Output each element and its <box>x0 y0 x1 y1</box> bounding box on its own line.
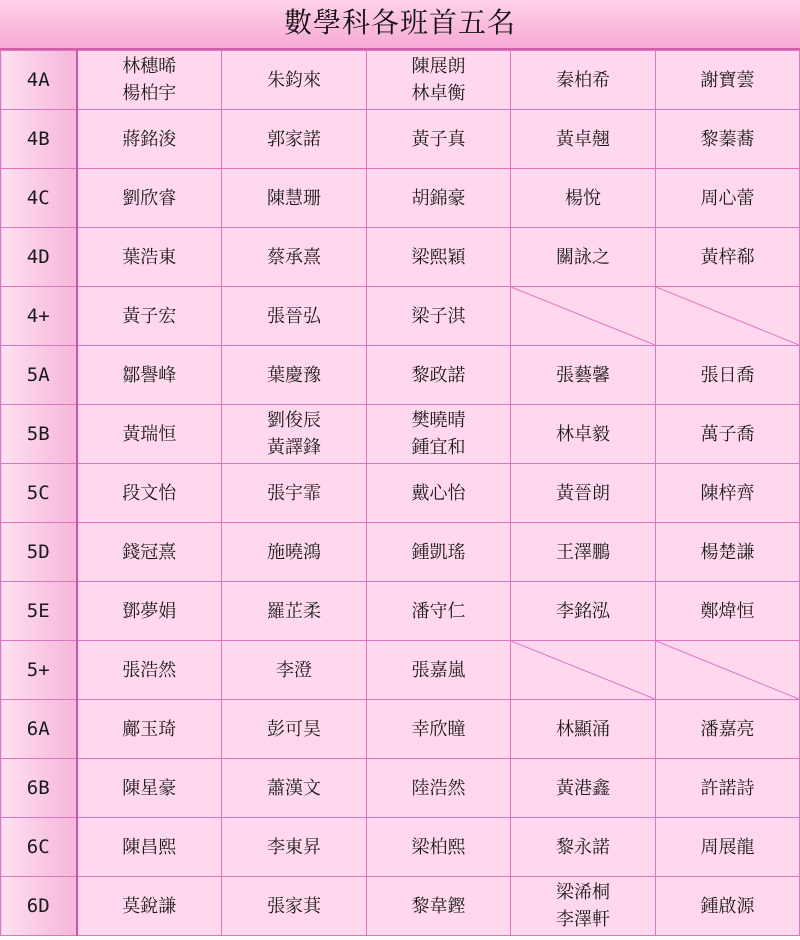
student-name: 潘守仁 <box>411 600 466 622</box>
student-cell <box>77 759 222 818</box>
student-name: 黎政諾 <box>411 364 466 386</box>
student-name: 陸浩然 <box>411 777 466 799</box>
student-name: 李東昇 <box>267 836 321 858</box>
student-cell <box>222 346 367 405</box>
student-cell <box>367 700 511 759</box>
student-name: 林顯涌 <box>556 718 610 740</box>
student-name: 陳梓齊 <box>700 482 755 504</box>
class-label: 5D <box>1 523 77 582</box>
page-title: 數學科各班首五名 <box>0 0 800 50</box>
student-cell <box>511 700 656 759</box>
student-cell <box>367 582 511 641</box>
table-row <box>1 759 800 818</box>
student-cell <box>222 228 367 287</box>
student-name: 張家萁 <box>267 895 321 917</box>
student-name: 梁子淇 <box>411 305 466 327</box>
student-cell <box>222 582 367 641</box>
table-row <box>1 51 800 110</box>
ranking-table <box>0 50 800 936</box>
table-row <box>1 464 800 523</box>
table-row <box>1 582 800 641</box>
student-cell <box>77 464 222 523</box>
student-name: 黎蓁蕎 <box>700 128 755 150</box>
student-cell <box>367 877 511 936</box>
student-name: 梁熙穎 <box>411 246 466 268</box>
student-cell <box>222 523 367 582</box>
student-cell <box>367 641 511 700</box>
student-name: 蔣銘浚 <box>122 128 177 150</box>
student-cell <box>222 464 367 523</box>
student-name: 楊楚謙 <box>700 541 755 563</box>
student-name: 樊曉晴 <box>411 410 466 431</box>
student-cell <box>77 287 222 346</box>
student-name: 張藝馨 <box>556 364 610 386</box>
student-cell <box>77 228 222 287</box>
student-name: 鄺玉琦 <box>122 718 177 740</box>
student-cell <box>656 169 800 228</box>
diagonal-line <box>511 287 655 345</box>
student-name: 劉欣睿 <box>122 187 177 209</box>
student-cell <box>511 523 656 582</box>
class-label: 4+ <box>1 287 77 346</box>
student-name: 謝寶蕓 <box>700 69 755 91</box>
student-name: 陳昌熙 <box>122 836 177 858</box>
student-name: 蔡承熹 <box>267 246 321 268</box>
student-cell <box>77 169 222 228</box>
student-name: 梁柏熙 <box>411 836 466 858</box>
student-cell <box>511 169 656 228</box>
student-cell <box>511 464 656 523</box>
student-cell <box>511 582 656 641</box>
student-name: 張浩然 <box>122 659 177 681</box>
student-name: 鄒譽峰 <box>122 364 177 386</box>
student-name: 林卓毅 <box>556 423 610 445</box>
diagonal-line <box>656 641 799 699</box>
student-name: 黃港鑫 <box>556 777 610 799</box>
student-name: 潘嘉亮 <box>700 718 755 740</box>
student-cell <box>77 877 222 936</box>
student-cell <box>222 641 367 700</box>
student-cell <box>656 818 800 877</box>
table-row <box>1 523 800 582</box>
student-name: 張日喬 <box>700 364 755 386</box>
student-cell <box>656 759 800 818</box>
class-label: 4B <box>1 110 77 169</box>
class-label: 6A <box>1 700 77 759</box>
student-cell <box>222 405 367 464</box>
student-name: 李銘泓 <box>556 600 610 622</box>
table-row <box>1 877 800 936</box>
student-cell <box>511 877 656 936</box>
student-name: 張晉弘 <box>267 305 321 327</box>
student-name: 戴心怡 <box>411 482 466 504</box>
student-cell <box>511 51 656 110</box>
student-name: 陳慧珊 <box>267 187 321 209</box>
class-label: 4A <box>1 51 77 110</box>
student-cell <box>77 641 222 700</box>
class-label: 5A <box>1 346 77 405</box>
student-cell <box>656 700 800 759</box>
class-label: 6D <box>1 877 77 936</box>
student-cell <box>77 346 222 405</box>
student-cell <box>222 818 367 877</box>
class-label: 4D <box>1 228 77 287</box>
class-label: 5+ <box>1 641 77 700</box>
table-row <box>1 700 800 759</box>
student-cell <box>367 51 511 110</box>
student-name: 郭家諾 <box>267 128 321 150</box>
student-cell <box>656 110 800 169</box>
student-name: 葉慶豫 <box>267 364 321 386</box>
student-cell <box>222 169 367 228</box>
student-name: 梁浠桐 <box>556 882 610 903</box>
student-cell <box>222 700 367 759</box>
student-name: 李澄 <box>276 659 312 681</box>
student-cell <box>656 523 800 582</box>
student-name: 林卓衡 <box>411 83 466 104</box>
student-name: 李澤軒 <box>556 909 610 930</box>
student-name: 彭可昊 <box>267 718 321 740</box>
student-cell <box>511 228 656 287</box>
student-name: 黎韋鏗 <box>411 895 466 917</box>
student-name: 鄧夢娟 <box>122 600 177 622</box>
table-row <box>1 228 800 287</box>
student-name: 陳星豪 <box>122 777 177 799</box>
empty-cell <box>656 641 800 700</box>
student-name: 張嘉嵐 <box>411 659 466 681</box>
class-label: 6B <box>1 759 77 818</box>
table-row <box>1 818 800 877</box>
class-label: 4C <box>1 169 77 228</box>
student-cell <box>77 51 222 110</box>
student-cell <box>656 877 800 936</box>
student-name: 幸欣瞳 <box>411 718 466 740</box>
student-cell <box>656 346 800 405</box>
student-name: 施曉鴻 <box>267 541 321 563</box>
student-name: 張宇霏 <box>267 482 321 504</box>
student-cell <box>656 51 800 110</box>
student-name: 黃瑞恒 <box>122 423 177 445</box>
student-name: 鍾啟源 <box>700 895 755 917</box>
student-name: 楊柏宇 <box>122 83 177 104</box>
student-name: 胡錦豪 <box>411 187 466 209</box>
student-name: 劉俊辰 <box>267 410 321 431</box>
student-cell <box>367 169 511 228</box>
student-name: 黃卓翹 <box>556 128 610 150</box>
class-label: 5C <box>1 464 77 523</box>
student-cell <box>77 405 222 464</box>
student-cell <box>511 110 656 169</box>
student-cell <box>222 759 367 818</box>
student-cell <box>77 523 222 582</box>
student-name: 黃譯鋒 <box>267 437 321 458</box>
student-cell <box>656 582 800 641</box>
student-name: 關詠之 <box>556 246 610 268</box>
student-name: 許諾詩 <box>700 777 755 799</box>
student-name: 王澤鵬 <box>556 541 610 563</box>
student-name: 錢冠熹 <box>122 541 177 563</box>
student-cell <box>77 582 222 641</box>
student-cell <box>511 405 656 464</box>
table-row <box>1 287 800 346</box>
table-row <box>1 346 800 405</box>
student-name: 萬子喬 <box>700 423 755 445</box>
student-name: 葉浩東 <box>122 246 177 268</box>
student-name: 黃晉朗 <box>556 482 610 504</box>
student-name: 段文怡 <box>122 482 177 504</box>
student-cell <box>367 110 511 169</box>
class-label: 5E <box>1 582 77 641</box>
student-cell <box>511 818 656 877</box>
student-cell <box>222 287 367 346</box>
class-label: 6C <box>1 818 77 877</box>
student-cell <box>367 759 511 818</box>
student-name: 黃子真 <box>411 128 466 150</box>
student-cell <box>367 818 511 877</box>
diagonal-line <box>511 641 655 699</box>
student-name: 鍾宜和 <box>411 437 466 458</box>
student-cell <box>511 759 656 818</box>
student-name: 莫銳謙 <box>122 895 177 917</box>
student-name: 黎永諾 <box>556 836 610 858</box>
student-name: 黃子宏 <box>122 305 177 327</box>
student-cell <box>77 818 222 877</box>
student-cell <box>367 464 511 523</box>
student-name: 蕭漢文 <box>267 777 321 799</box>
table-row <box>1 110 800 169</box>
student-name: 羅芷柔 <box>267 600 321 622</box>
student-name: 周心蕾 <box>700 187 755 209</box>
student-name: 楊悅 <box>565 187 601 209</box>
student-name: 黃梓郗 <box>700 246 755 268</box>
student-cell <box>367 228 511 287</box>
student-cell <box>511 346 656 405</box>
class-label: 5B <box>1 405 77 464</box>
student-cell <box>222 51 367 110</box>
table-row <box>1 405 800 464</box>
student-cell <box>367 346 511 405</box>
empty-cell <box>511 287 656 346</box>
student-cell <box>367 287 511 346</box>
student-name: 鍾凱瑤 <box>411 541 466 563</box>
student-cell <box>367 405 511 464</box>
student-cell <box>77 700 222 759</box>
student-name: 林穗晞 <box>122 56 177 77</box>
student-cell <box>656 228 800 287</box>
student-cell <box>656 464 800 523</box>
empty-cell <box>656 287 800 346</box>
student-name: 陳展朗 <box>411 56 466 77</box>
diagonal-line <box>656 287 799 345</box>
student-cell <box>77 110 222 169</box>
student-cell <box>656 405 800 464</box>
student-name: 鄭煒恒 <box>700 600 755 622</box>
student-name: 周展龍 <box>700 836 755 858</box>
student-cell <box>367 523 511 582</box>
table-row <box>1 169 800 228</box>
table-row <box>1 641 800 700</box>
empty-cell <box>511 641 656 700</box>
student-name: 朱鈞來 <box>267 69 321 91</box>
student-cell <box>222 110 367 169</box>
student-name: 秦柏希 <box>556 69 610 91</box>
student-cell <box>222 877 367 936</box>
